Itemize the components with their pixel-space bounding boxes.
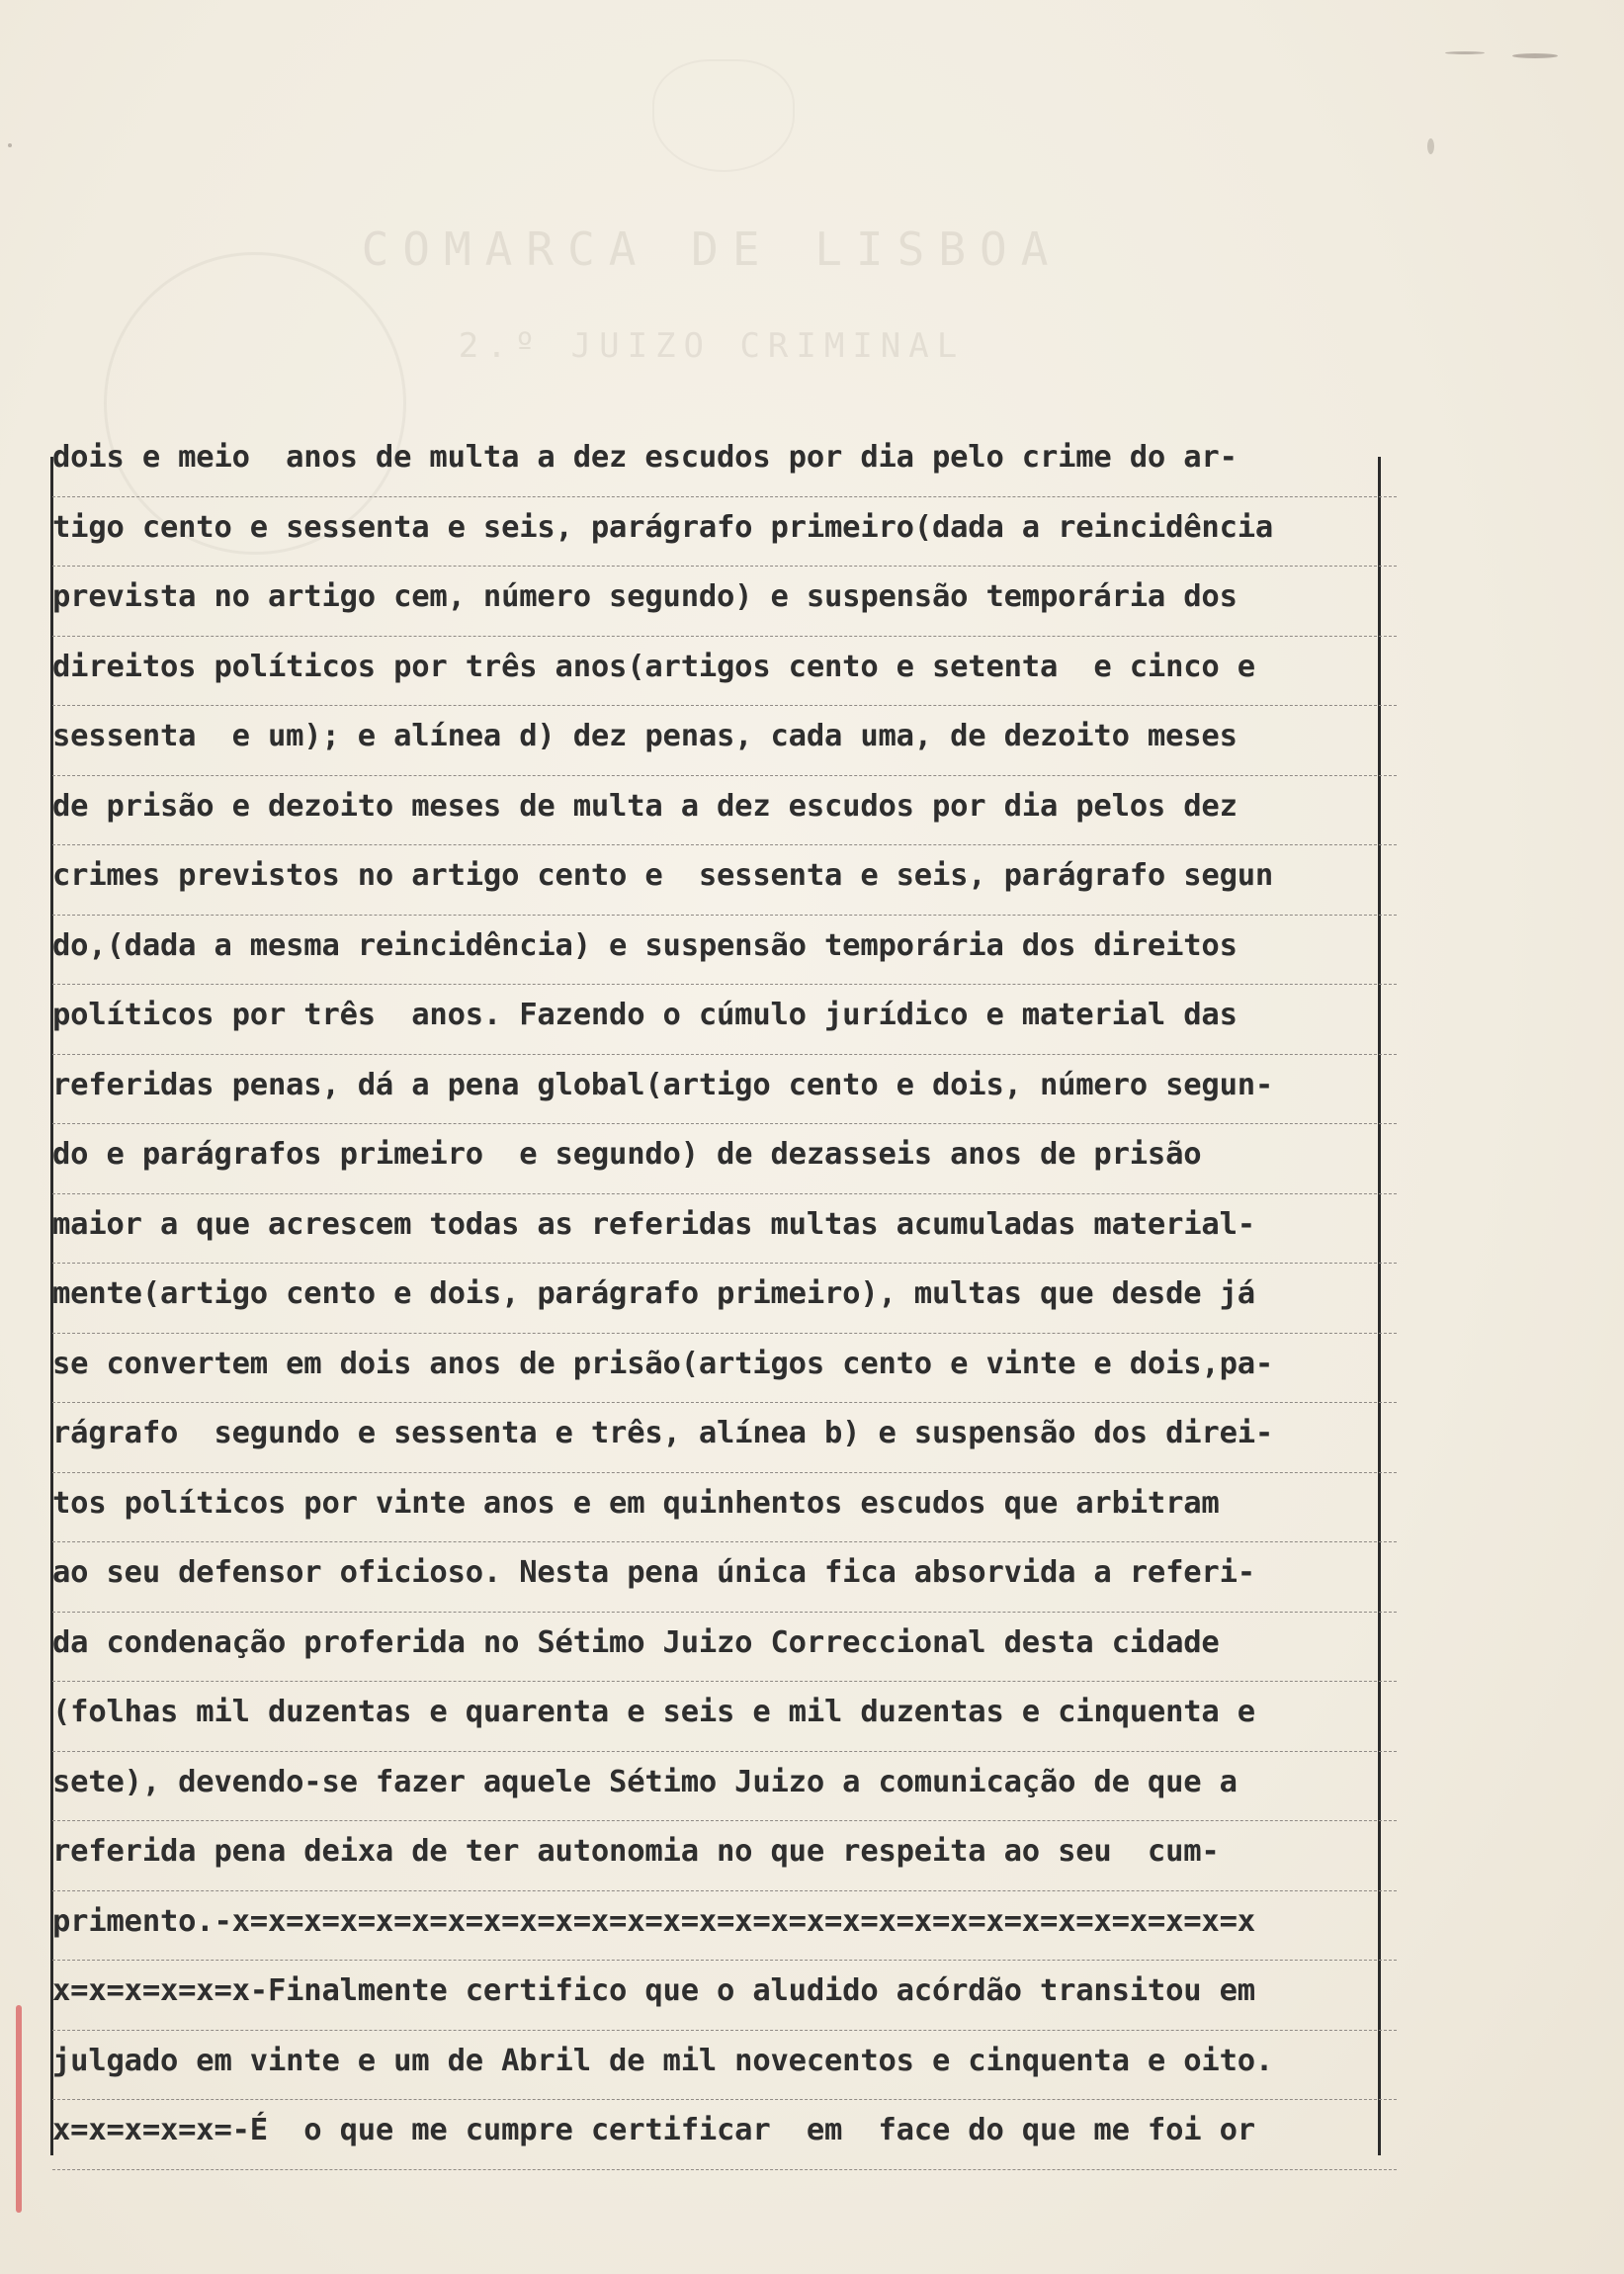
text-line: x=x=x=x=x=-É o que me cumpre certificar em face do que me foi or [52,2100,1397,2170]
text-line: tos políticos por vinte anos e em quinhentos escudos que arbitram [52,1473,1397,1543]
text-line: do,(dada a mesma reincidência) e suspensão temporária dos direitos [52,916,1397,986]
text-line: sessenta e um); e alínea d) dez penas, cada uma, de dezoito meses [52,706,1397,776]
paper-speck [1445,51,1485,54]
text-line: rágrafo segundo e sessenta e três, alínea b) e suspensão dos direi- [52,1403,1397,1473]
letterhead-court-division: 2.º JUIZO CRIMINAL [458,326,966,366]
text-line: referidas penas, dá a pena global(artigo cento e dois, número segun- [52,1055,1397,1125]
text-line: tigo cento e sessenta e seis, parágrafo primeiro(dada a reincidência [52,497,1397,568]
text-line: políticos por três anos. Fazendo o cúmulo jurídico e material das [52,985,1397,1055]
text-line: (folhas mil duzentas e quarenta e seis e mil duzentas e cinquenta e [52,1682,1397,1752]
text-line: crimes previstos no artigo cento e sessenta e seis, parágrafo segun [52,845,1397,916]
text-line: mente(artigo cento e dois, parágrafo primeiro), multas que desde já [52,1264,1397,1334]
text-line: direitos políticos por três anos(artigos cento e setenta e cinco e [52,637,1397,707]
letterhead-court-name: COMARCA DE LISBOA [361,222,1063,276]
text-line: de prisão e dezoito meses de multa a dez escudos por dia pelos dez [52,776,1397,846]
text-line: julgado em vinte e um de Abril de mil novecentos e cinquenta e oito. [52,2031,1397,2101]
text-line: primento.-x=x=x=x=x=x=x=x=x=x=x=x=x=x=x=x=x=x=x=x=x=x=x=x=x=x=x=x=x [52,1891,1397,1962]
text-line: ao seu defensor oficioso. Nesta pena única fica absorvida a referi- [52,1542,1397,1613]
paper-speck [1512,53,1558,58]
paper-speck [1427,138,1434,154]
text-line: sete), devendo-se fazer aquele Sétimo Juizo a comunicação de que a [52,1752,1397,1822]
typed-text-body [52,427,1397,2170]
text-line: referida pena deixa de ter autonomia no que respeita ao seu cum- [52,1821,1397,1891]
red-pencil-mark [16,2005,22,2213]
paper-speck [8,143,12,147]
text-line: prevista no artigo cem, número segundo) e suspensão temporária dos [52,567,1397,637]
text-line: da condenação proferida no Sétimo Juizo Correccional desta cidade [52,1613,1397,1683]
crest-watermark [652,59,795,172]
text-line: dois e meio anos de multa a dez escudos por dia pelo crime do ar- [52,427,1397,497]
text-line: x=x=x=x=x=x-Finalmente certifico que o aludido acórdão transitou em [52,1961,1397,2031]
text-line: se convertem em dois anos de prisão(artigos cento e vinte e dois,pa- [52,1334,1397,1404]
text-line: do e parágrafos primeiro e segundo) de dezasseis anos de prisão [52,1124,1397,1194]
text-line: maior a que acrescem todas as referidas multas acumuladas material- [52,1194,1397,1265]
